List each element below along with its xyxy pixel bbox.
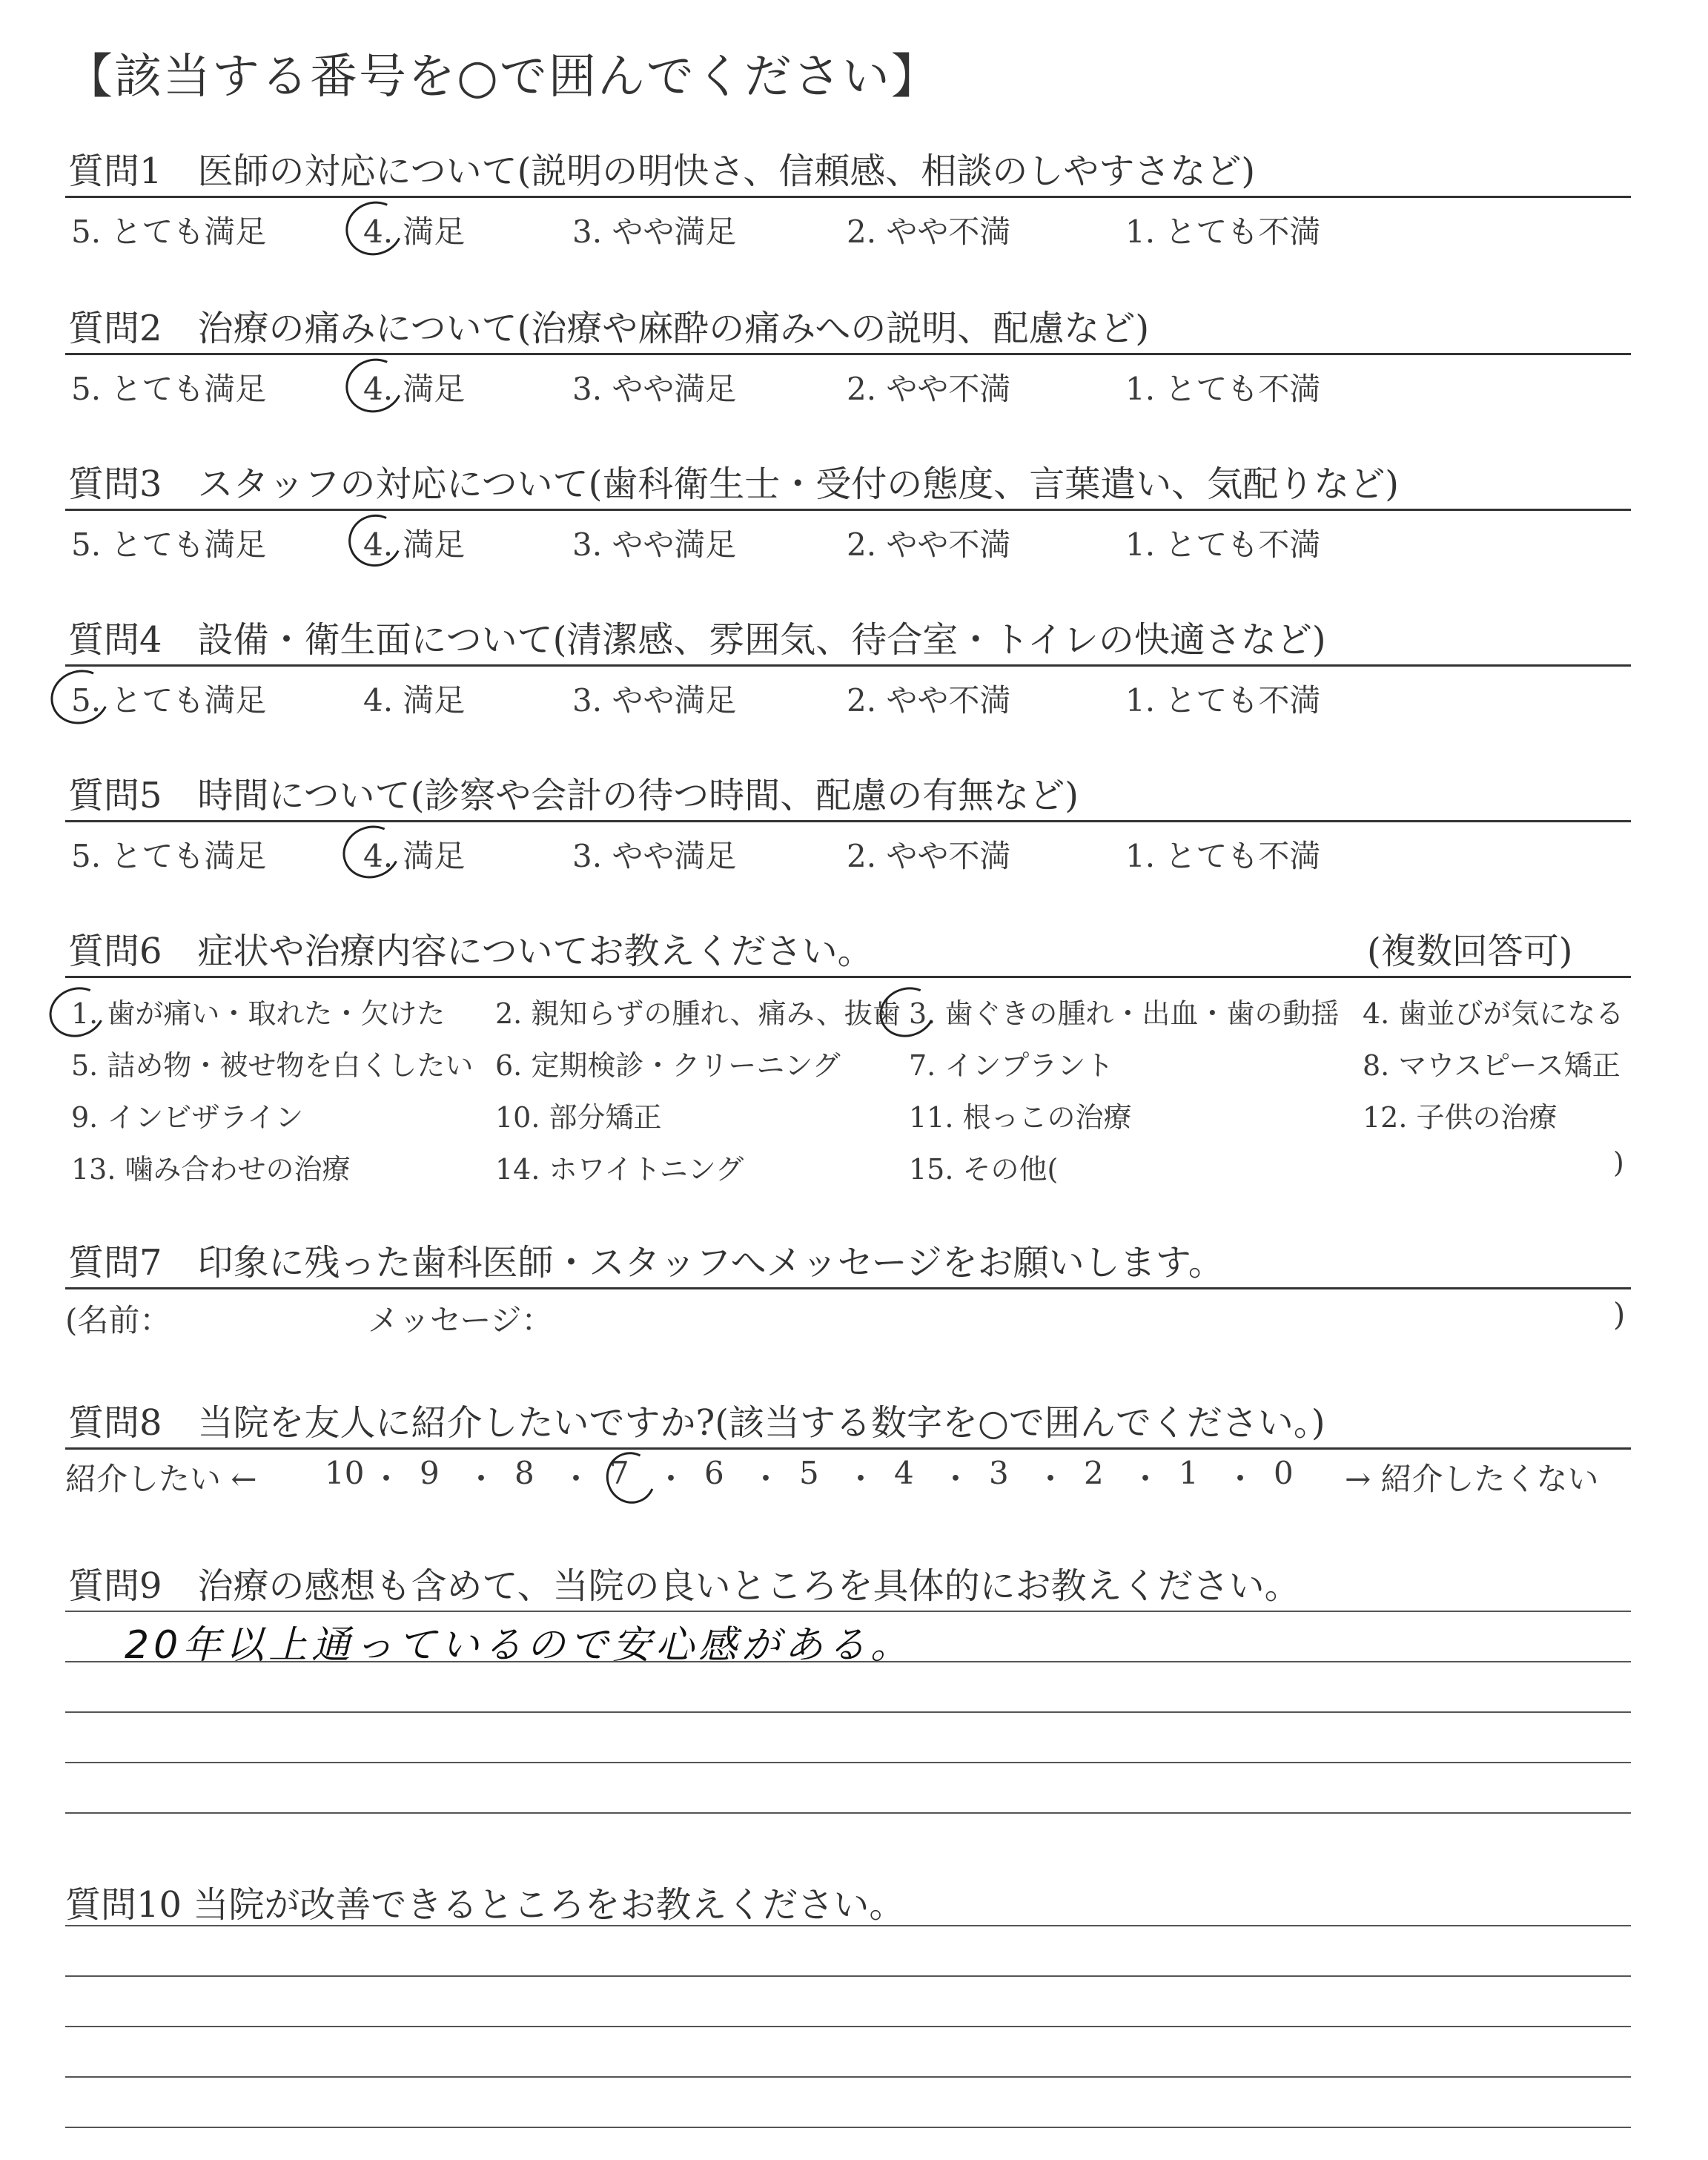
q6-option-6[interactable]: 6. 定期検診・クリーニング	[495, 1049, 841, 1082]
q8-number-7[interactable]: 7	[609, 1455, 629, 1491]
q7-name-label: (名前：	[65, 1302, 171, 1338]
q10-title: 質問10 当院が改善できるところをお教えください。	[65, 1884, 905, 1926]
q8-separator-dot: ・	[371, 1461, 403, 1497]
q6-option-7[interactable]: 7. インプラント	[909, 1049, 1114, 1082]
q8-separator-dot: ・	[466, 1461, 497, 1497]
q6-note: (複数回答可)	[1367, 931, 1573, 972]
q4-option-3[interactable]: 3. やや満足	[572, 682, 737, 719]
q4-title: 質問4 設備・衛生面について(清潔感、雰囲気、待合室・トイレの快適さなど)	[68, 619, 1326, 661]
q3-option-2[interactable]: 2. やや不満	[847, 526, 1011, 563]
q6-option-3[interactable]: 3. 歯ぐきの腫れ・出血・歯の動揺	[909, 997, 1340, 1030]
q10-line-3	[65, 2026, 1631, 2027]
q8-separator-dot: ・	[1130, 1461, 1162, 1497]
q1-option-5[interactable]: 5. とても満足	[71, 214, 267, 250]
q2-option-4[interactable]: 4. 満足	[363, 371, 466, 407]
q1-option-3[interactable]: 3. やや満足	[572, 214, 737, 250]
q8-number-8[interactable]: 8	[514, 1455, 534, 1491]
q8-left-label: 紹介したい ←	[65, 1461, 257, 1497]
q4-rule	[65, 664, 1631, 667]
q6-option-14[interactable]: 14. ホワイトニング	[495, 1153, 744, 1186]
q10-line-1	[65, 1925, 1631, 1926]
q6-selection-circle-3	[873, 980, 942, 1045]
q2-option-3[interactable]: 3. やや満足	[572, 371, 737, 407]
q1-rule	[65, 196, 1631, 198]
q6-option-4[interactable]: 4. 歯並びが気になる	[1363, 997, 1624, 1030]
q5-option-3[interactable]: 3. やや満足	[572, 838, 737, 874]
q5-option-4[interactable]: 4. 満足	[363, 838, 466, 874]
q6-option-15-close: )	[1613, 1146, 1624, 1179]
q8-selection-circle	[599, 1445, 663, 1510]
q6-option-11[interactable]: 11. 根っこの治療	[909, 1101, 1132, 1134]
q8-number-9[interactable]: 9	[420, 1455, 440, 1491]
q5-option-2[interactable]: 2. やや不満	[847, 838, 1011, 874]
q8-number-10[interactable]: 10	[325, 1455, 365, 1491]
q8-number-2[interactable]: 2	[1084, 1455, 1104, 1491]
q8-separator-dot: ・	[560, 1461, 592, 1497]
q10-line-4	[65, 2076, 1631, 2078]
q2-rule	[65, 353, 1631, 355]
q1-option-1[interactable]: 1. とても不満	[1125, 214, 1321, 250]
q8-separator-dot: ・	[655, 1461, 687, 1497]
q6-rule	[65, 976, 1631, 978]
q6-option-2[interactable]: 2. 親知らずの腫れ、痛み、抜歯	[495, 997, 901, 1030]
q3-option-4[interactable]: 4. 満足	[363, 526, 466, 563]
q4-option-4[interactable]: 4. 満足	[363, 682, 466, 719]
q7-rule	[65, 1287, 1631, 1289]
q9-line-4	[65, 1762, 1631, 1763]
q8-number-0[interactable]: 0	[1274, 1455, 1294, 1491]
q8-number-1[interactable]: 1	[1179, 1455, 1199, 1491]
q8-number-6[interactable]: 6	[704, 1455, 724, 1491]
q7-message-label: メッセージ：	[368, 1302, 553, 1338]
q1-title: 質問1 医師の対応について(説明の明快さ、信頼感、相談のしやすさなど)	[68, 151, 1256, 192]
q8-separator-dot: ・	[940, 1461, 972, 1497]
q4-option-1[interactable]: 1. とても不満	[1125, 682, 1321, 719]
q5-title: 質問5 時間について(診察や会計の待つ時間、配慮の有無など)	[68, 775, 1079, 816]
page-header: 【該当する番号を○で囲んでください】	[65, 50, 940, 105]
q7-close-paren: )	[1613, 1296, 1626, 1332]
q2-option-1[interactable]: 1. とても不満	[1125, 371, 1321, 407]
q2-option-2[interactable]: 2. やや不満	[847, 371, 1011, 407]
q3-option-3[interactable]: 3. やや満足	[572, 526, 737, 563]
q4-option-5[interactable]: 5. とても満足	[71, 682, 267, 719]
q8-separator-dot: ・	[750, 1461, 782, 1497]
q9-line-2	[65, 1661, 1631, 1662]
q9-line-1	[65, 1611, 1631, 1612]
q9-line-3	[65, 1711, 1631, 1713]
q1-option-4[interactable]: 4. 満足	[363, 214, 466, 250]
q3-option-1[interactable]: 1. とても不満	[1125, 526, 1321, 563]
q2-title: 質問2 治療の痛みについて(治療や麻酔の痛みへの説明、配慮など)	[68, 308, 1150, 349]
q6-option-9[interactable]: 9. インビザライン	[71, 1101, 304, 1134]
q6-selection-circle-1	[42, 980, 112, 1045]
q8-separator-dot: ・	[1035, 1461, 1067, 1497]
q8-separator-dot: ・	[845, 1461, 877, 1497]
q3-title: 質問3 スタッフの対応について(歯科衛生士・受付の態度、言葉遣い、気配りなど)	[68, 463, 1400, 505]
q8-rule	[65, 1447, 1631, 1450]
q10-line-2	[65, 1975, 1631, 1977]
q6-title: 質問6 症状や治療内容についてお教えください。	[68, 931, 873, 972]
q9-handwritten-answer[interactable]: 20年以上通っているので安心感がある。	[125, 1623, 914, 1668]
q8-number-4[interactable]: 4	[894, 1455, 914, 1491]
q6-option-5[interactable]: 5. 詰め物・被せ物を白くしたい	[71, 1049, 474, 1082]
q8-number-3[interactable]: 3	[989, 1455, 1009, 1491]
q6-option-13[interactable]: 13. 噛み合わせの治療	[71, 1153, 351, 1186]
q10-line-5	[65, 2127, 1631, 2128]
q8-title: 質問8 当院を友人に紹介したいですか?(該当する数字を○で囲んでください。)	[68, 1402, 1325, 1444]
q2-selection-circle	[338, 351, 411, 420]
q1-selection-circle	[338, 194, 411, 263]
q3-rule	[65, 509, 1631, 511]
q2-option-5[interactable]: 5. とても満足	[71, 371, 267, 407]
q5-rule	[65, 820, 1631, 822]
q9-line-5	[65, 1812, 1631, 1814]
q8-number-5[interactable]: 5	[799, 1455, 819, 1491]
q6-option-12[interactable]: 12. 子供の治療	[1363, 1101, 1558, 1134]
q7-title: 質問7 印象に残った歯科医師・スタッフへメッセージをお願いします。	[68, 1242, 1224, 1284]
q5-option-5[interactable]: 5. とても満足	[71, 838, 267, 874]
q3-option-5[interactable]: 5. とても満足	[71, 526, 267, 563]
q6-option-15[interactable]: 15. その他(	[909, 1153, 1059, 1186]
q4-option-2[interactable]: 2. やや不満	[847, 682, 1011, 719]
q9-title: 質問9 治療の感想も含めて、当院の良いところを具体的にお教えください。	[68, 1565, 1300, 1607]
q1-option-2[interactable]: 2. やや不満	[847, 214, 1011, 250]
q6-option-8[interactable]: 8. マウスピース矯正	[1363, 1049, 1621, 1082]
q4-selection-circle	[43, 661, 117, 732]
q8-separator-dot: ・	[1225, 1461, 1257, 1497]
q5-option-1[interactable]: 1. とても不満	[1125, 838, 1321, 874]
q8-right-label: → 紹介したくない	[1345, 1461, 1599, 1497]
q6-option-10[interactable]: 10. 部分矯正	[495, 1101, 662, 1134]
q6-option-1[interactable]: 1. 歯が痛い・取れた・欠けた	[71, 997, 446, 1030]
